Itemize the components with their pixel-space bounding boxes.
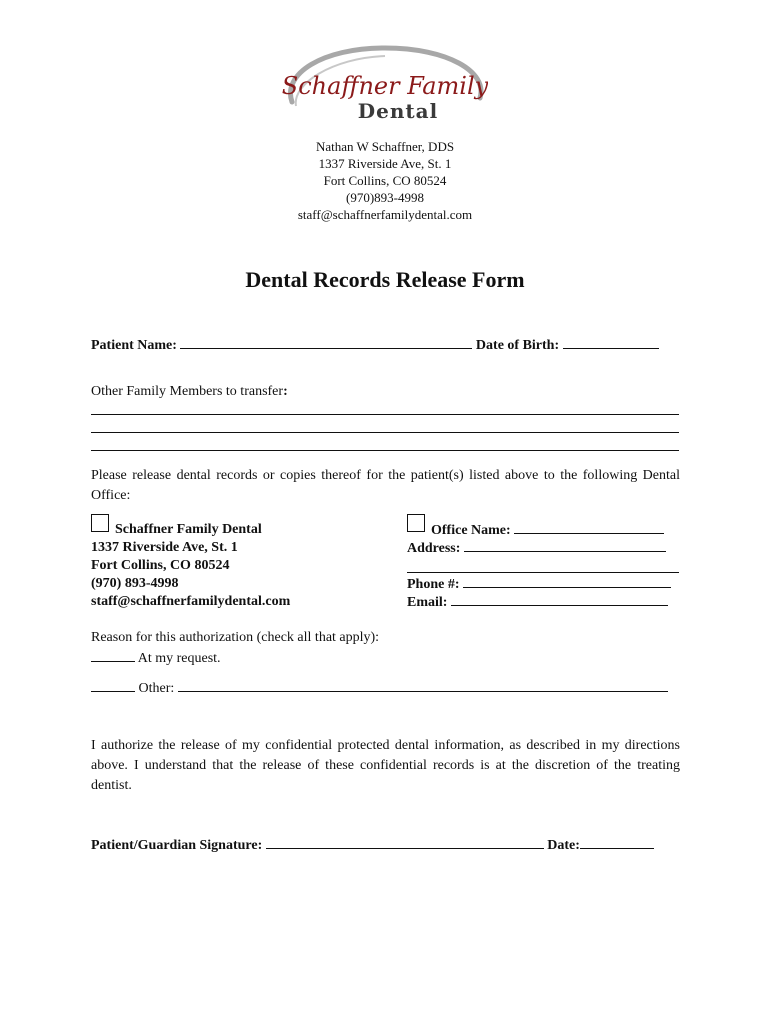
schaffner-office-block xyxy=(91,521,290,611)
reason-other-blank[interactable] xyxy=(91,679,135,692)
signature-field[interactable] xyxy=(266,836,544,849)
office-name-field[interactable] xyxy=(514,521,664,534)
office-phone-row xyxy=(407,575,671,593)
office-address-row xyxy=(407,539,666,557)
signature-label: Patient/Guardian Signature: xyxy=(91,838,263,853)
family-members-row xyxy=(91,384,288,400)
reason-request-text: At my request. xyxy=(137,651,221,666)
office-address-label: Address: xyxy=(407,541,461,556)
schaffner-office-name: Schaffner Family Dental xyxy=(115,522,262,537)
patient-name-field[interactable] xyxy=(180,336,472,349)
letterhead-email: staff@schaffnerfamilydental.com xyxy=(297,207,473,222)
family-members-label: Other Family Members to transfer xyxy=(91,384,284,399)
reason-option-request xyxy=(91,649,221,667)
office-address-line-2[interactable] xyxy=(407,572,679,573)
office-email-row xyxy=(407,593,668,611)
patient-name-label: Patient Name: xyxy=(91,338,177,353)
office-email-label: Email: xyxy=(407,595,448,610)
logo-block-text: Dental xyxy=(357,99,439,123)
family-members-colon: : xyxy=(283,384,288,399)
logo-script-text: Schaffner Family xyxy=(282,72,488,100)
signature-date-field[interactable] xyxy=(580,836,654,849)
office-name-label: Office Name: xyxy=(431,523,511,538)
office-email-field[interactable] xyxy=(451,593,668,606)
office-name-row xyxy=(431,521,664,539)
schaffner-office-street: 1337 Riverside Ave, St. 1 xyxy=(91,540,238,555)
family-members-line-1[interactable] xyxy=(91,414,679,415)
schaffner-office-email: staff@schaffnerfamilydental.com xyxy=(91,594,291,609)
reason-request-blank[interactable] xyxy=(91,649,135,662)
practice-logo xyxy=(282,44,488,126)
other-office-checkbox[interactable] xyxy=(407,514,425,532)
letterhead-city: Fort Collins, CO 80524 xyxy=(323,173,447,188)
office-phone-field[interactable] xyxy=(463,575,671,588)
family-members-line-3[interactable] xyxy=(91,450,679,451)
reason-option-other xyxy=(91,679,668,697)
schaffner-office-phone: (970) 893-4998 xyxy=(91,576,179,591)
release-paragraph: Please release dental records or copies thereof for the patient(s) listed above to the following Dental Office: xyxy=(91,468,680,503)
form-title: Dental Records Release Form xyxy=(245,267,525,292)
dob-label: Date of Birth: xyxy=(475,338,560,353)
office-phone-label: Phone #: xyxy=(407,577,460,592)
reason-label: Reason for this authorization (check all that apply): xyxy=(91,630,380,645)
patient-row xyxy=(91,336,659,354)
letterhead-street: 1337 Riverside Ave, St. 1 xyxy=(318,156,452,171)
reason-other-field[interactable] xyxy=(178,679,668,692)
reason-other-text: Other: xyxy=(138,681,175,696)
signature-row xyxy=(91,836,654,854)
schaffner-office-city: Fort Collins, CO 80524 xyxy=(91,558,230,573)
dob-field[interactable] xyxy=(563,336,659,349)
office-address-field[interactable] xyxy=(464,539,666,552)
letterhead-phone: (970)893-4998 xyxy=(346,190,424,205)
letterhead xyxy=(0,138,770,223)
family-members-line-2[interactable] xyxy=(91,432,679,433)
authorization-paragraph: I authorize the release of my confidential protected dental information, as described in my directions above. I understand that the release of these confidential records is at the discretion of the treating dentist. xyxy=(91,738,680,793)
dentist-name: Nathan W Schaffner, DDS xyxy=(315,139,455,154)
signature-date-label: Date: xyxy=(547,838,580,853)
